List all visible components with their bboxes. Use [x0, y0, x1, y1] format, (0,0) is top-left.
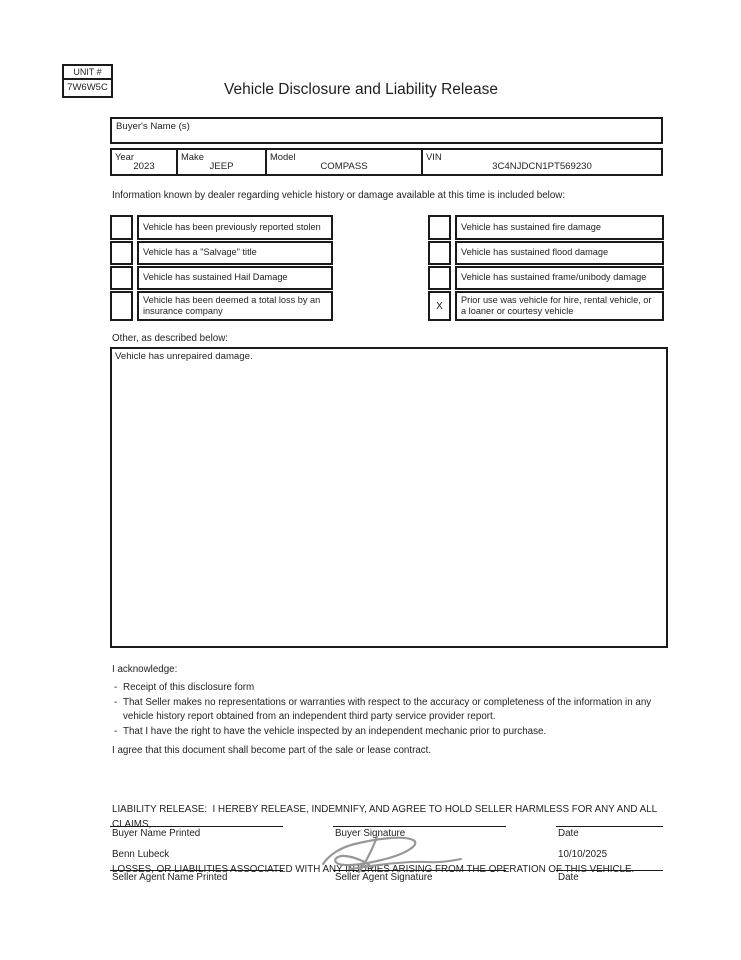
- other-description-text: Vehicle has unrepaired damage.: [115, 351, 253, 362]
- vehicle-info-table: [110, 148, 663, 176]
- checkbox-group-left: [110, 215, 333, 321]
- checkbox-total-loss-label: Vehicle has been deemed a total loss by an insurance company: [137, 291, 333, 321]
- acknowledgement-item: - That I have the right to have the vehicle inspected by an independent mechanic prior to purchase.: [112, 725, 678, 740]
- year-value: 2023: [133, 161, 155, 172]
- seller-date-value[interactable]: 10/10/2025: [558, 849, 608, 860]
- year-label: Year: [115, 151, 134, 162]
- seller-agent-name-value[interactable]: Benn Lubeck: [112, 849, 170, 860]
- checkbox-stolen-label: Vehicle has been previously reported stolen: [137, 215, 333, 240]
- acknowledgement-item: - That Seller makes no representations or warranties with respect to the accuracy or completeness of the information in any vehicle history report obtained from an independent third party service provider report.: [112, 696, 678, 726]
- bullet-dash: -: [114, 726, 118, 738]
- checkbox-hail[interactable]: [110, 266, 133, 290]
- acknowledgement-item: - Receipt of this disclosure form: [112, 681, 678, 696]
- signature-column-dates: [556, 818, 663, 884]
- other-section-label: Other, as described below:: [112, 333, 228, 344]
- checkbox-frame-label: Vehicle has sustained frame/unibody damage: [455, 266, 664, 290]
- model-label: Model: [270, 151, 296, 162]
- buyer-signature-label: Buyer Signature: [335, 828, 406, 839]
- make-value: JEEP: [209, 161, 234, 172]
- bullet-dash: -: [114, 681, 118, 693]
- checkbox-group-right: [428, 215, 664, 321]
- model-value: COMPASS: [320, 161, 368, 172]
- make-label: Make: [181, 151, 204, 162]
- page-title: Vehicle Disclosure and Liability Release: [224, 81, 498, 98]
- buyer-name-printed-label: Buyer Name Printed: [112, 828, 201, 839]
- checkbox-prior-use-label: Prior use was vehicle for hire, rental vehicle, or a loaner or courtesy vehicle: [455, 291, 664, 321]
- buyer-name-field[interactable]: [110, 117, 663, 144]
- checkbox-frame[interactable]: [428, 266, 451, 290]
- checkbox-fire[interactable]: [428, 215, 451, 240]
- vin-label: VIN: [426, 151, 442, 162]
- checkbox-prior-use[interactable]: X: [428, 291, 451, 321]
- checkbox-stolen[interactable]: [110, 215, 133, 240]
- seller-date-label: Date: [558, 872, 579, 883]
- buyer-date-label: Date: [558, 828, 579, 839]
- handwritten-signature-icon: [315, 831, 465, 873]
- unit-number-value: 7W6W5C: [67, 82, 108, 93]
- year-cell[interactable]: [110, 148, 178, 176]
- checkbox-total-loss[interactable]: [110, 291, 133, 321]
- model-cell[interactable]: [265, 148, 423, 176]
- agreement-statement: I agree that this document shall become part of the sale or lease contract.: [112, 745, 432, 756]
- seller-agent-signature-label: Seller Agent Signature: [335, 872, 433, 883]
- checkbox-flood-label: Vehicle has sustained flood damage: [455, 241, 664, 265]
- signature-column-names: [110, 818, 283, 884]
- buyer-name-label: Buyer's Name (s): [116, 121, 190, 132]
- other-description-field[interactable]: [110, 347, 668, 648]
- seller-agent-name-printed-label: Seller Agent Name Printed: [112, 872, 228, 883]
- checkbox-salvage-label: Vehicle has a "Salvage" title: [137, 241, 333, 265]
- acknowledgement-heading: I acknowledge:: [112, 664, 178, 675]
- checkbox-fire-label: Vehicle has sustained fire damage: [455, 215, 664, 240]
- acknowledgement-section: [112, 663, 678, 740]
- unit-number-label: UNIT #: [64, 66, 111, 80]
- liability-release-text: LIABILITY RELEASE: I HEREBY RELEASE, INDEMNIFY, AND AGREE TO HOLD SELLER HARMLESS FOR ANY AND ALL CLAIMS, LOSSES, OR LIABILITIES ASSOCIATED WITH ANY INJURIES ARISING FROM THE OPERATION OF THIS VEHICLE.: [112, 804, 660, 875]
- checkbox-salvage[interactable]: [110, 241, 133, 265]
- make-cell[interactable]: [176, 148, 267, 176]
- bullet-dash: -: [114, 696, 118, 708]
- checkbox-flood[interactable]: [428, 241, 451, 265]
- disclosure-intro: Information known by dealer regarding vehicle history or damage available at this time is included below:: [112, 190, 566, 201]
- vin-value: 3C4NJDCN1PT569230: [492, 161, 592, 172]
- checkbox-hail-label: Vehicle has sustained Hail Damage: [137, 266, 333, 290]
- vin-cell[interactable]: [421, 148, 663, 176]
